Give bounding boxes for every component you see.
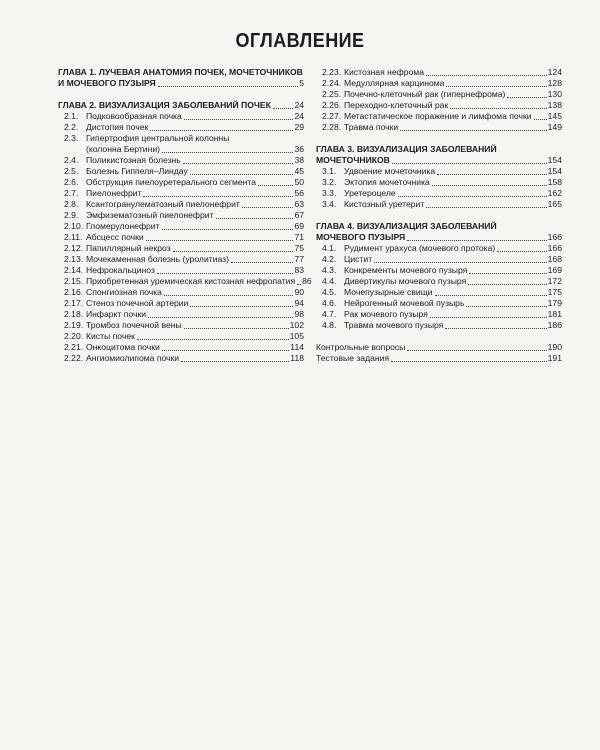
page-number: 118 <box>290 353 304 363</box>
toc-entry-title <box>322 287 433 298</box>
toc-entry-number: 4.7. <box>322 309 337 319</box>
page-number: 166 <box>547 232 562 242</box>
toc-entry[interactable] <box>316 100 562 111</box>
chapter-title: ГЛАВА 1. ЛУЧЕВАЯ АНАТОМИЯ ПОЧЕК, МОЧЕТОЧНИКОВ <box>58 67 303 77</box>
toc-entry[interactable] <box>58 221 304 232</box>
page-number: 149 <box>547 122 562 132</box>
dot-leader <box>137 338 289 340</box>
toc-entry-number: 2.19. <box>64 320 84 330</box>
toc-entry[interactable] <box>316 353 562 364</box>
toc-entry-number: 2.13. <box>64 254 84 264</box>
toc-left-column <box>58 67 312 364</box>
dot-leader <box>446 85 546 87</box>
toc-entry[interactable] <box>316 342 562 353</box>
toc-entry-text: Подковообразная почка <box>86 111 182 121</box>
toc-list-chapter-4 <box>316 243 562 331</box>
toc-entry-title <box>322 67 424 78</box>
toc-chapter-3[interactable] <box>316 144 562 166</box>
toc-entry-title <box>316 342 405 353</box>
page-number: 83 <box>294 265 304 275</box>
page-number: 77 <box>294 254 304 264</box>
page-number: 69 <box>294 221 304 231</box>
page-number: 172 <box>547 276 562 286</box>
toc-entry-number: 2.3. <box>64 133 79 143</box>
toc-entry-number: 2.25. <box>322 89 342 99</box>
dot-leader <box>468 283 546 285</box>
toc-entry[interactable] <box>58 188 304 199</box>
toc-entry-number: 2.17. <box>64 298 84 308</box>
toc-entry[interactable] <box>58 320 304 331</box>
dot-leader <box>150 129 293 131</box>
toc-entry-title <box>64 155 181 166</box>
toc-entry-text: Кистозный уретерит <box>344 199 425 209</box>
toc-entry-number: 2.12. <box>64 243 84 253</box>
toc-entry[interactable] <box>316 320 562 331</box>
toc-entry-title <box>64 287 162 298</box>
page-number: 90 <box>294 287 304 297</box>
toc-entry[interactable] <box>58 155 304 166</box>
toc-entry-number: 2.2. <box>64 122 79 132</box>
toc-entry-title <box>64 309 146 320</box>
toc-entry-text: Эмфизематозный пиелонефрит <box>86 210 214 220</box>
toc-entry[interactable] <box>316 254 562 265</box>
toc-entry-text: Переходно-клеточный рак <box>344 100 449 110</box>
toc-list-chapter-3 <box>316 166 562 210</box>
chapter-title: МОЧЕВОГО ПУЗЫРЯ <box>316 232 406 242</box>
dot-leader <box>432 184 547 186</box>
page-number: 154 <box>547 155 562 165</box>
toc-entry[interactable] <box>316 67 562 78</box>
toc-entry-title <box>322 100 448 111</box>
chapter-title: ГЛАВА 2. ВИЗУАЛИЗАЦИЯ ЗАБОЛЕВАНИЙ ПОЧЕК <box>58 100 271 110</box>
toc-entry-text: Цистит <box>344 254 373 264</box>
page-number: 29 <box>294 122 304 132</box>
dot-leader <box>143 195 293 197</box>
page-number: 154 <box>547 166 562 176</box>
dot-leader <box>148 316 293 318</box>
page-number: 166 <box>547 243 562 253</box>
toc-entry-title <box>64 144 160 155</box>
toc-entry-number: 3.1. <box>322 166 337 176</box>
toc-entry-text: (колонна Бертини) <box>86 144 161 154</box>
dot-leader <box>173 250 294 252</box>
toc-entry-number: 2.6. <box>64 177 79 187</box>
toc-entry-number: 2.26. <box>322 100 342 110</box>
toc-entry[interactable] <box>316 298 562 309</box>
toc-entry-number: 2.27. <box>322 111 342 121</box>
chapter-title: И МОЧЕВОГО ПУЗЫРЯ <box>58 78 156 88</box>
dot-leader <box>469 272 546 274</box>
toc-list-chapter-2-cont <box>316 67 562 133</box>
dot-leader <box>231 261 293 263</box>
dot-leader <box>466 305 546 307</box>
toc-entry[interactable] <box>316 265 562 276</box>
toc-entry[interactable] <box>58 111 304 122</box>
toc-entry-title <box>64 331 135 342</box>
toc-entry-number: 2.11. <box>64 232 83 242</box>
dot-leader <box>184 327 289 329</box>
toc-entry-number: 2.28. <box>322 122 342 132</box>
dot-leader <box>258 184 293 186</box>
toc-entry-text: Тромбоз почечной вены <box>86 320 182 330</box>
toc-entry-number: 4.8. <box>322 320 337 330</box>
toc-entry[interactable] <box>316 243 562 254</box>
toc-entry-text: Почечно-клеточный рак (гипернефрома) <box>344 89 506 99</box>
toc-entry[interactable] <box>316 287 562 298</box>
page-number: 179 <box>547 298 562 308</box>
dot-leader <box>162 228 294 230</box>
toc-entry-title <box>64 166 188 177</box>
toc-entry-text: Дивертикулы мочевого пузыря <box>344 276 467 286</box>
toc-entry-text: Ксантогранулематозный пиелонефрит <box>86 199 240 209</box>
toc-entry-title <box>316 353 389 364</box>
toc-entry-title <box>64 232 144 243</box>
dot-leader <box>437 173 546 175</box>
chapter-title: МОЧЕТОЧНИКОВ <box>316 155 390 165</box>
toc-entry[interactable] <box>58 243 304 254</box>
toc-entry-text: Дистопия почек <box>86 122 149 132</box>
toc-entry-number: 4.4. <box>322 276 337 286</box>
toc-chapter-1[interactable] <box>58 67 304 89</box>
toc-entry-text: Стеноз почечной артерии <box>86 298 189 308</box>
page-number: 56 <box>294 188 304 198</box>
toc-entry-number: 2.20. <box>64 331 84 341</box>
page-number: 168 <box>547 254 562 264</box>
toc-entry-title <box>64 221 160 232</box>
toc-entry-number: 4.1. <box>322 243 337 253</box>
toc-entry-number: 4.3. <box>322 265 337 275</box>
toc-entry-number: 2.10. <box>64 221 84 231</box>
dot-leader <box>391 360 547 362</box>
page-number: 63 <box>294 199 304 209</box>
toc-entry-title <box>322 243 495 254</box>
toc-entry[interactable] <box>58 133 304 144</box>
dot-leader <box>216 217 294 219</box>
toc-entry-text: Нейрогенный мочевой пузырь <box>344 298 465 308</box>
toc-entry-title <box>64 133 229 144</box>
page-number: 191 <box>547 353 562 363</box>
toc-entry-title <box>322 309 428 320</box>
page-number: 190 <box>547 342 562 352</box>
toc-entry[interactable] <box>58 331 304 342</box>
toc-entry[interactable] <box>316 78 562 89</box>
dot-leader <box>426 206 546 208</box>
toc-entry-number: 2.23. <box>322 67 342 77</box>
toc-entry-text: Обструкция пиелоуретерального сегмента <box>86 177 257 187</box>
page-number: 36 <box>294 144 304 154</box>
dot-leader <box>400 129 547 131</box>
toc-entry-text: Уретероцеле <box>344 188 396 198</box>
page-number: 158 <box>547 177 562 187</box>
dot-leader <box>190 305 293 307</box>
toc-list-chapter-2 <box>58 111 312 364</box>
page-number: 24 <box>294 111 304 121</box>
toc-entry[interactable] <box>316 309 562 320</box>
toc-entry-number: 4.6. <box>322 298 337 308</box>
toc-chapter-2[interactable] <box>58 100 304 111</box>
toc-entry-title <box>322 177 430 188</box>
toc-entry[interactable] <box>316 177 562 188</box>
toc-entry[interactable] <box>58 232 304 243</box>
toc-entry-text: Спонгиозная почка <box>86 287 162 297</box>
toc-chapter-4[interactable] <box>316 221 562 243</box>
toc-entry-title <box>64 254 229 265</box>
toc-entry-title <box>322 254 372 265</box>
toc-entry-number: 2.8. <box>64 199 79 209</box>
toc-entry[interactable] <box>58 287 304 298</box>
page-number: 38 <box>294 155 304 165</box>
dot-leader <box>157 272 294 274</box>
dot-leader <box>497 250 546 252</box>
toc-entry-number: 2.4. <box>64 155 79 165</box>
toc-entry-text: Пиелонефрит <box>86 188 142 198</box>
toc-entry-title <box>64 210 214 221</box>
dot-leader <box>164 294 293 296</box>
toc-entry-number: 2.21. <box>64 342 84 352</box>
toc-entry-text: Контрольные вопросы <box>316 342 406 352</box>
toc-entry-text: Рудимент урахуса (мочевого протока) <box>344 243 496 253</box>
toc-chapter-heading <box>58 67 304 78</box>
toc-entry-title <box>64 111 182 122</box>
page-number: 162 <box>547 188 562 198</box>
dot-leader <box>407 349 546 351</box>
toc-entry-title <box>64 342 160 353</box>
dot-leader <box>450 107 546 109</box>
toc-chapter-heading <box>316 232 562 243</box>
toc-entry-number: 4.5. <box>322 287 337 297</box>
toc-entry-text: Удвоение мочеточника <box>344 166 436 176</box>
dot-leader <box>534 118 547 120</box>
toc-entry-title <box>64 298 188 309</box>
dot-leader <box>426 74 547 76</box>
page-number: 186 <box>547 320 562 330</box>
page-number: 50 <box>294 177 304 187</box>
toc-entry-title <box>64 353 179 364</box>
toc-entry-title <box>64 199 240 210</box>
toc-entry-text: Болезнь Гиппеля–Линдау <box>86 166 188 176</box>
toc-entry-title <box>64 177 256 188</box>
toc-entry-text: Эктопия мочеточника <box>344 177 430 187</box>
toc-chapter-heading <box>316 144 562 155</box>
toc-entry-text: Тестовые задания <box>316 353 390 363</box>
dot-leader <box>146 239 294 241</box>
toc-entry-number: 2.15. <box>64 276 84 286</box>
toc-entry-title <box>322 199 424 210</box>
page-number: 128 <box>547 78 562 88</box>
toc-entry-text: Папиллярный некроз <box>86 243 171 253</box>
dot-leader <box>407 239 547 241</box>
chapter-title: ГЛАВА 4. ВИЗУАЛИЗАЦИЯ ЗАБОЛЕВАНИЙ <box>316 221 497 231</box>
dot-leader <box>273 107 294 109</box>
toc-entry-title <box>64 265 155 276</box>
toc-entry-number: 2.9. <box>64 210 79 220</box>
toc-entry-text: Медуллярная карцинома <box>344 78 445 88</box>
toc-entry-text: Приобретенная уремическая кистозная нефропатия <box>86 276 296 286</box>
page-number: 105 <box>289 331 304 341</box>
page-number: 102 <box>289 320 304 330</box>
dot-leader <box>435 294 547 296</box>
toc-entry-text: Абсцесс почки <box>86 232 144 242</box>
dot-leader <box>297 283 301 285</box>
toc-entry-number: 2.22. <box>64 353 84 363</box>
toc-entry-text: Кистозная нефрома <box>344 67 424 77</box>
toc-entry-text: Конкременты мочевого пузыря <box>344 265 468 275</box>
toc-entry-title <box>322 265 467 276</box>
page-number: 98 <box>294 309 304 319</box>
chapter-title: ГЛАВА 3. ВИЗУАЛИЗАЦИЯ ЗАБОЛЕВАНИЙ <box>316 144 497 154</box>
page-title: ОГЛАВЛЕНИЕ <box>235 30 365 52</box>
dot-leader <box>374 261 547 263</box>
toc-entry[interactable] <box>58 254 304 265</box>
toc-entry[interactable] <box>58 199 304 210</box>
page-number: 45 <box>294 166 304 176</box>
toc-entry-title <box>322 111 532 122</box>
dot-leader <box>162 349 290 351</box>
toc-entry[interactable] <box>58 309 304 320</box>
dot-leader <box>392 162 547 164</box>
toc-entry[interactable] <box>58 276 312 287</box>
toc-entry[interactable] <box>316 166 562 177</box>
toc-entry[interactable] <box>58 298 304 309</box>
toc-entry-title <box>64 243 171 254</box>
dot-leader <box>445 327 546 329</box>
toc-entry-text: Ангиомиолипома почки <box>86 353 180 363</box>
toc-entry[interactable] <box>58 265 304 276</box>
toc-entry[interactable] <box>58 177 304 188</box>
toc-entry[interactable] <box>316 122 562 133</box>
toc-entry-number: 4.2. <box>322 254 337 264</box>
toc-entry-title <box>64 122 148 133</box>
toc-entry-title <box>322 89 505 100</box>
toc-entry-title <box>64 320 182 331</box>
toc-entry-title <box>322 320 443 331</box>
toc-entry-text: Онкоцитома почки <box>86 342 160 352</box>
page-number: 24 <box>294 100 304 110</box>
dot-leader <box>398 195 547 197</box>
toc-entry-title <box>322 122 398 133</box>
toc-entry-number: 2.16. <box>64 287 84 297</box>
page-number: 124 <box>547 67 562 77</box>
toc-entry[interactable] <box>58 353 304 364</box>
toc-entry-number: 2.5. <box>64 166 79 176</box>
toc-entry[interactable] <box>316 188 562 199</box>
toc-entry-text: Инфаркт почки <box>86 309 147 319</box>
toc-entry-title <box>322 166 435 177</box>
dot-leader <box>430 316 547 318</box>
toc-entry-number: 3.3. <box>322 188 337 198</box>
page-number: 94 <box>294 298 304 308</box>
toc-entry-text: Мочепузырные свищи <box>344 287 433 297</box>
page-number: 181 <box>547 309 562 319</box>
toc-entry-number: 3.4. <box>322 199 337 209</box>
toc-chapter-heading <box>58 78 304 89</box>
toc-entry-number: 2.14. <box>64 265 84 275</box>
toc-entry[interactable] <box>58 166 304 177</box>
toc-entry[interactable] <box>58 122 304 133</box>
dot-leader <box>162 151 293 153</box>
toc-entry-title <box>322 78 444 89</box>
page-number: 130 <box>547 89 562 99</box>
toc-entry-title <box>322 188 396 199</box>
toc-entry-text: Метастатическое поражение и лимфома почки <box>344 111 532 121</box>
toc-entry-number: 2.18. <box>64 309 84 319</box>
toc-entry-text: Нефрокальциноз <box>86 265 155 275</box>
toc-entry[interactable] <box>316 276 562 287</box>
toc-entry[interactable] <box>58 210 304 221</box>
toc-entry-text: Гломерулонефрит <box>86 221 160 231</box>
toc-entry[interactable] <box>58 342 304 353</box>
page-number: 138 <box>547 100 562 110</box>
toc-entry-title <box>322 298 464 309</box>
dot-leader <box>507 96 546 98</box>
page-number: 5 <box>299 78 304 88</box>
dot-leader <box>158 85 299 87</box>
toc-chapter-heading <box>316 155 562 166</box>
toc-right-column <box>316 67 562 364</box>
page-number: 165 <box>547 199 562 209</box>
toc-entry-number: 2.7. <box>64 188 79 198</box>
toc-list-appendix <box>316 342 562 364</box>
toc-entry-text: Поликистозная болезнь <box>86 155 181 165</box>
page-number: 175 <box>547 287 562 297</box>
toc-entry-text: Травма почки <box>344 122 399 132</box>
toc-entry-number: 3.2. <box>322 177 337 187</box>
toc-entry-text: Гипертрофия центральной колонны <box>86 133 230 143</box>
page-number: 67 <box>294 210 304 220</box>
page-number: 114 <box>290 342 304 352</box>
dot-leader <box>190 173 294 175</box>
toc-entry-number: 2.1. <box>64 111 79 121</box>
toc-entry[interactable] <box>58 144 304 155</box>
dot-leader <box>184 118 294 120</box>
page-number: 145 <box>547 111 562 121</box>
toc-entry[interactable] <box>316 199 562 210</box>
toc-entry-text: Кисты почек <box>86 331 135 341</box>
page-number: 86 <box>302 276 312 286</box>
page-number: 71 <box>294 232 304 242</box>
page-number: 169 <box>547 265 562 275</box>
toc-chapter-heading <box>316 221 562 232</box>
dot-leader <box>242 206 294 208</box>
dot-leader <box>183 162 294 164</box>
toc-entry-title <box>64 276 295 287</box>
toc-entry-text: Рак мочевого пузыря <box>344 309 428 319</box>
toc-entry-title <box>322 276 466 287</box>
page-number: 75 <box>294 243 304 253</box>
toc-entry[interactable] <box>316 111 562 122</box>
dot-leader <box>181 360 289 362</box>
toc-entry-text: Мочекаменная болезнь (уролитиаз) <box>86 254 229 264</box>
toc-entry-title <box>64 188 141 199</box>
toc-entry-number: 2.24. <box>322 78 342 88</box>
toc-entry[interactable] <box>316 89 562 100</box>
toc-entry-text: Травма мочевого пузыря <box>344 320 444 330</box>
